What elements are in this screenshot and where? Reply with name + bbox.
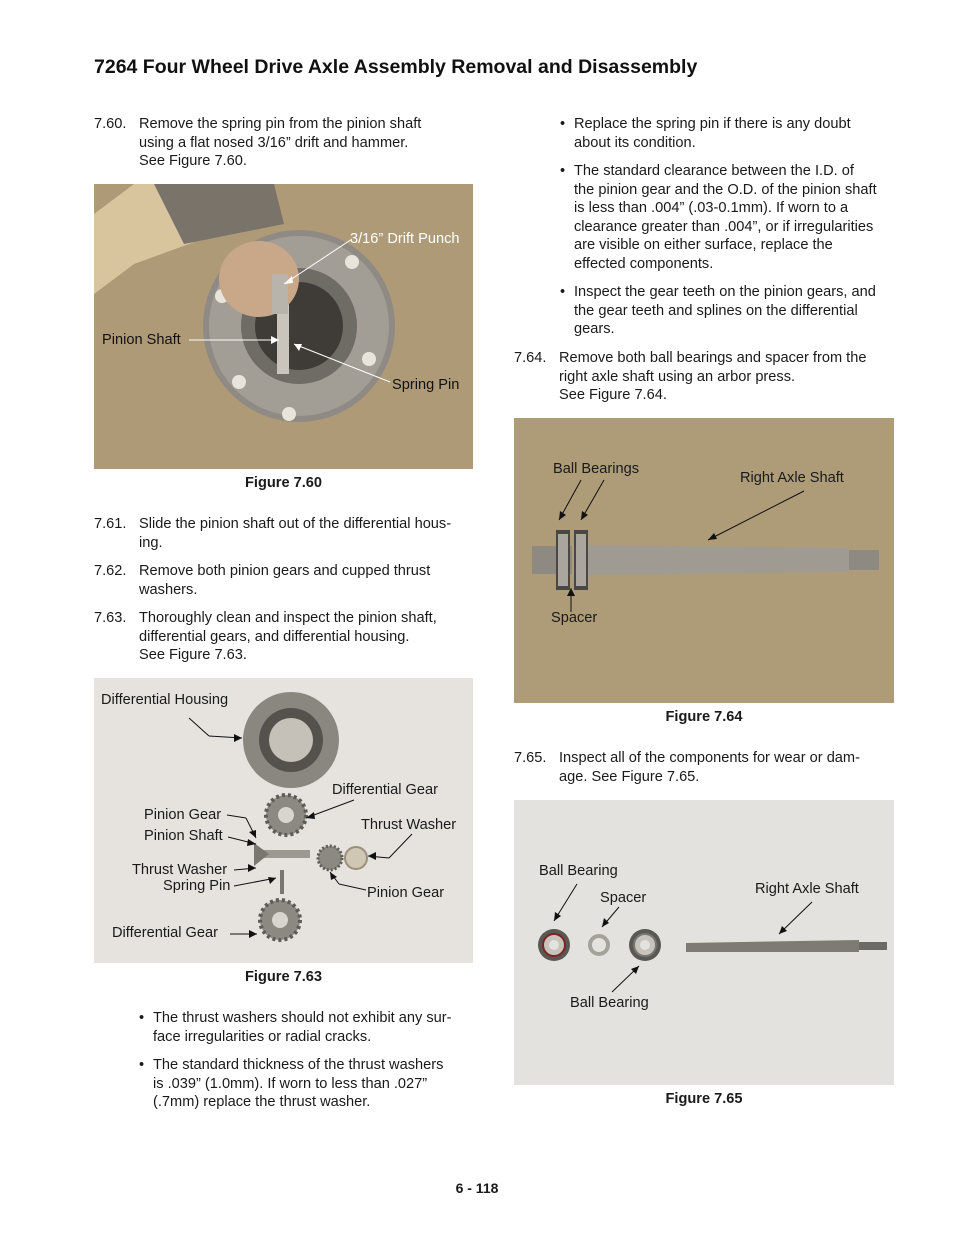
bullet-line: The thrust washers should not exhibit any sur- <box>153 1010 452 1026</box>
spring-pin-removal-illustration <box>94 184 473 469</box>
step-text <box>139 515 451 552</box>
bullet-marker: • <box>560 284 566 300</box>
bullet-marker: • <box>560 116 566 132</box>
figure-7-64-caption: Figure 7.64 <box>665 709 743 725</box>
label-right-axle-shaft: Right Axle Shaft <box>740 470 844 486</box>
step-7-65 <box>514 749 914 786</box>
step-number: 7.63. <box>94 610 127 626</box>
step-7-61 <box>94 515 494 552</box>
label-pinion-shaft: Pinion Shaft <box>102 332 181 348</box>
bullet-line: are visible on either surface, replace the <box>574 237 833 253</box>
step-number: 7.61. <box>94 516 127 532</box>
bullet-inspect-gear-teeth <box>560 283 905 339</box>
step-7-63 <box>94 609 494 665</box>
step-7-62 <box>94 562 494 599</box>
bullet-line: the pinion gear and the O.D. of the pinion shaft <box>574 181 877 198</box>
bullet-thrust-washer-surface <box>139 1009 479 1046</box>
bullet-line: is less than .004” (.03-0.1mm). If worn to a <box>574 200 849 216</box>
bullet-line: about its condition. <box>574 134 696 151</box>
disassembled-axle-components-illustration <box>514 800 894 1085</box>
step-text <box>139 562 430 599</box>
step-number: 7.62. <box>94 563 127 579</box>
label-differential-gear-top: Differential Gear <box>332 782 438 798</box>
step-line: See Figure 7.60. <box>139 153 247 169</box>
step-line: right axle shaft using an arbor press. <box>559 368 796 385</box>
step-line: age. See Figure 7.65. <box>559 768 700 785</box>
bullet-line: clearance greater than .004”, or if irregularities <box>574 218 874 235</box>
page-title: 7264 Four Wheel Drive Axle Assembly Removal and Disassembly <box>94 56 698 78</box>
bullet-marker: • <box>139 1010 145 1026</box>
bullet-text <box>574 162 877 273</box>
bullet-marker: • <box>139 1057 145 1073</box>
label-differential-gear-bottom: Differential Gear <box>112 925 218 941</box>
label-ball-bearings: Ball Bearings <box>553 461 639 477</box>
step-text <box>139 115 421 171</box>
step-text <box>559 749 860 786</box>
bullet-line: Replace the spring pin if there is any doubt <box>574 116 851 132</box>
step-7-60 <box>94 115 494 171</box>
step-line: See Figure 7.63. <box>139 647 247 663</box>
label-spring-pin: Spring Pin <box>392 377 460 393</box>
label-spacer: Spacer <box>600 890 647 906</box>
label-pinion-gear-left: Pinion Gear <box>144 807 222 823</box>
bullet-thrust-washer-thickness <box>139 1056 479 1112</box>
figure-7-64-photo <box>514 418 894 703</box>
label-pinion-gear-right: Pinion Gear <box>367 885 445 901</box>
bullet-marker: • <box>560 163 566 179</box>
step-line: Inspect all of the components for wear or dam- <box>559 750 860 766</box>
bullet-standard-clearance <box>560 162 905 274</box>
page-number: 6 - 118 <box>455 1180 499 1196</box>
step-7-64 <box>514 349 914 405</box>
label-right-axle-shaft: Right Axle Shaft <box>755 881 859 897</box>
step-line: Remove the spring pin from the pinion shaft <box>139 116 422 132</box>
figure-7-60-caption: Figure 7.60 <box>244 475 323 491</box>
step-number: 7.64. <box>514 350 547 366</box>
step-line: Remove both ball bearings and spacer from the <box>559 350 867 366</box>
bullet-text <box>153 1056 443 1112</box>
bullet-replace-spring-pin <box>560 115 900 152</box>
bullet-line: The standard thickness of the thrust washers <box>153 1057 444 1073</box>
step-line: Thoroughly clean and inspect the pinion shaft, <box>139 610 437 626</box>
bullet-text <box>153 1009 452 1046</box>
bullet-line: Inspect the gear teeth on the pinion gears, and <box>574 284 876 300</box>
label-pinion-shaft: Pinion Shaft <box>144 828 223 844</box>
step-line: using a flat nosed 3/16” drift and hammer. <box>139 134 409 151</box>
bullet-line: (.7mm) replace the thrust washer. <box>153 1094 371 1110</box>
label-ball-bearing-top: Ball Bearing <box>539 863 618 879</box>
step-number: 7.60. <box>94 116 127 132</box>
step-text <box>559 349 866 405</box>
bullet-text <box>574 115 851 152</box>
figure-7-65-caption: Figure 7.65 <box>665 1091 743 1107</box>
bullet-line: is .039” (1.0mm). If worn to less than .027” <box>153 1075 428 1092</box>
label-thrust-washer-right: Thrust Washer <box>361 817 457 833</box>
bullet-line: the gear teeth and splines on the differential <box>574 302 858 319</box>
figure-7-63-photo <box>94 678 473 963</box>
figure-7-63-caption: Figure 7.63 <box>244 969 323 985</box>
step-line: washers. <box>139 581 198 598</box>
bullet-line: effected components. <box>574 255 714 272</box>
label-spring-pin: Spring Pin <box>163 878 231 894</box>
bullet-text <box>574 283 876 339</box>
label-spacer: Spacer <box>551 610 598 626</box>
step-line: Remove both pinion gears and cupped thrust <box>139 563 431 579</box>
bullet-line: face irregularities or radial cracks. <box>153 1028 372 1045</box>
step-number: 7.65. <box>514 750 547 766</box>
label-ball-bearing-bottom: Ball Bearing <box>570 995 649 1011</box>
step-text <box>139 609 437 665</box>
figure-7-65-photo <box>514 800 894 1085</box>
label-drift-punch: 3/16” Drift Punch <box>350 231 460 247</box>
bullet-line: gears. <box>574 321 615 337</box>
bullet-line: The standard clearance between the I.D. of <box>574 163 854 179</box>
step-line: differential gears, and differential housing. <box>139 628 410 645</box>
step-line: Slide the pinion shaft out of the differential hous- <box>139 516 452 532</box>
figure-7-60-photo <box>94 184 473 469</box>
label-thrust-washer-left: Thrust Washer <box>132 862 228 878</box>
step-line: See Figure 7.64. <box>559 387 667 403</box>
label-differential-housing: Differential Housing <box>101 692 229 708</box>
step-line: ing. <box>139 534 163 551</box>
